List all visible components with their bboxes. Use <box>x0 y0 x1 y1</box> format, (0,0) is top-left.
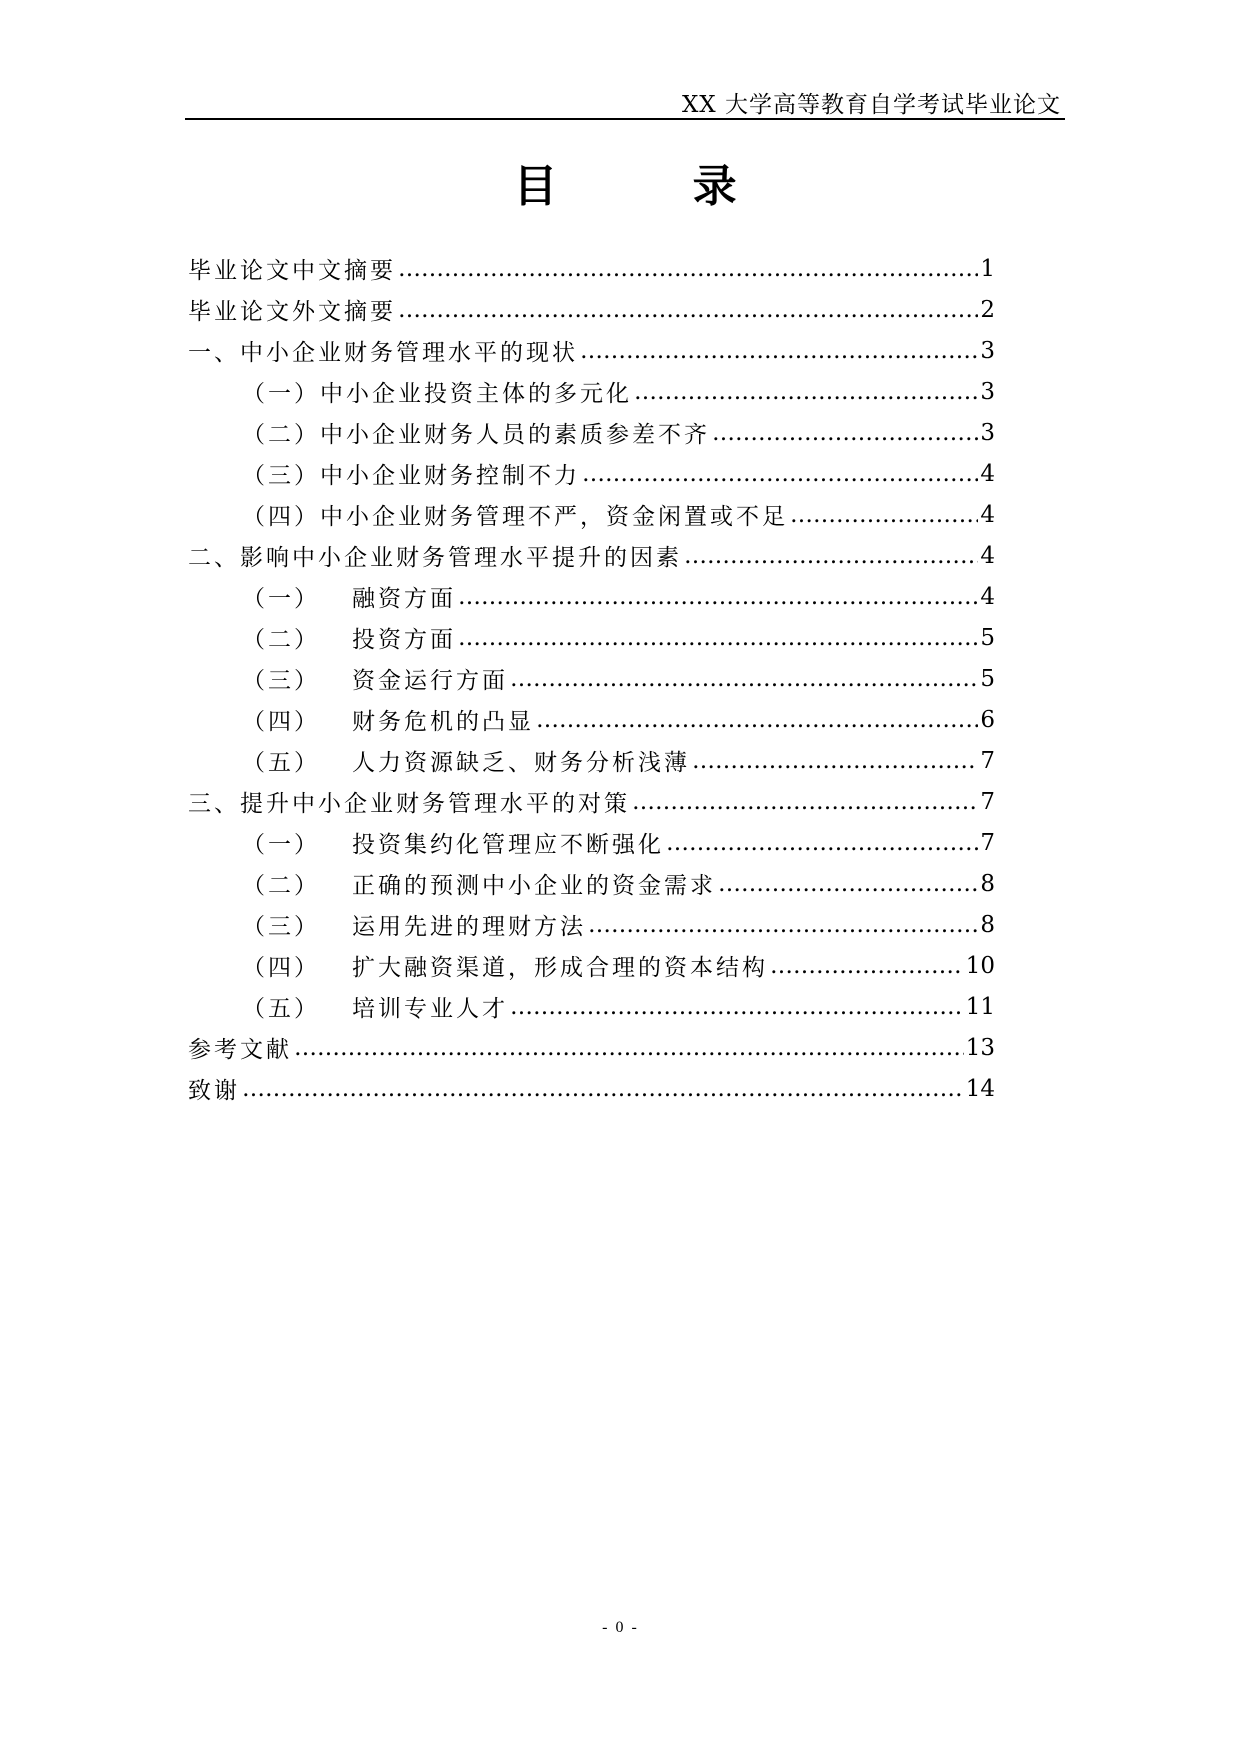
toc-entry-page: 3 <box>980 337 995 364</box>
dot-leader <box>582 461 978 487</box>
toc-entry-marker: （二） <box>242 627 320 653</box>
dot-leader <box>632 789 978 815</box>
toc-entry-title: 资金运行方面 <box>352 668 508 694</box>
toc-entry-page: 1 <box>980 255 995 282</box>
toc-entry-title: 融资方面 <box>352 586 456 612</box>
dot-leader <box>242 1076 964 1102</box>
dot-leader <box>790 502 978 528</box>
dot-leader <box>510 666 978 692</box>
toc-entry-marker: （五） <box>242 996 320 1022</box>
dot-leader <box>458 625 978 651</box>
toc-entry-page: 2 <box>980 296 995 323</box>
toc-entry-page: 8 <box>980 911 995 938</box>
toc-title: 目 录 <box>513 161 797 212</box>
dot-leader <box>294 1035 964 1061</box>
toc-entry[interactable] <box>188 248 995 289</box>
toc-entry-title: （三）中小企业财务控制不力 <box>242 463 580 489</box>
toc-entry-title: 投资方面 <box>352 627 456 653</box>
toc-entry-title: 致谢 <box>188 1078 240 1104</box>
header-rule <box>185 118 1065 120</box>
table-of-contents <box>188 248 995 1109</box>
toc-subentry[interactable] <box>188 863 995 904</box>
toc-entry-page: 4 <box>980 583 995 610</box>
toc-entry-page: 7 <box>980 829 995 856</box>
toc-entry-title: （一）中小企业投资主体的多元化 <box>242 381 632 407</box>
toc-entry-title: 培训专业人才 <box>352 996 508 1022</box>
toc-subentry[interactable] <box>188 576 995 617</box>
toc-entry-page: 10 <box>965 952 995 979</box>
toc-entry-marker: （五） <box>242 750 320 776</box>
running-header: XX 大学高等教育自学考试毕业论文 <box>681 92 1061 118</box>
toc-entry[interactable] <box>188 1027 995 1068</box>
toc-entry-page: 13 <box>965 1034 995 1061</box>
toc-entry-marker: （四） <box>242 709 320 735</box>
dot-leader <box>666 830 978 856</box>
toc-entry-marker: （三） <box>242 914 320 940</box>
toc-entry-page: 14 <box>965 1075 995 1102</box>
toc-entry-title: （四）中小企业财务管理不严，资金闲置或不足 <box>242 504 788 530</box>
toc-entry-page: 3 <box>980 378 995 405</box>
toc-entry-page: 4 <box>980 460 995 487</box>
dot-leader <box>580 338 978 364</box>
toc-entry-title: 三、提升中小企业财务管理水平的对策 <box>188 791 630 817</box>
toc-entry-title: 财务危机的凸显 <box>352 709 534 735</box>
dot-leader <box>458 584 978 610</box>
toc-subentry[interactable] <box>188 412 995 453</box>
toc-entry-marker: （一） <box>242 832 320 858</box>
dot-leader <box>770 953 964 979</box>
toc-subentry[interactable] <box>188 986 995 1027</box>
toc-entry-title: 运用先进的理财方法 <box>352 914 586 940</box>
toc-subentry[interactable] <box>188 945 995 986</box>
toc-entry[interactable] <box>188 289 995 330</box>
toc-entry-marker: （三） <box>242 668 320 694</box>
toc-entry-title: 毕业论文外文摘要 <box>188 299 396 325</box>
toc-entry-title: 二、影响中小企业财务管理水平提升的因素 <box>188 545 682 571</box>
toc-entry-page: 6 <box>980 706 995 733</box>
toc-subentry[interactable] <box>188 822 995 863</box>
toc-entry[interactable] <box>188 781 995 822</box>
dot-leader <box>510 994 964 1020</box>
toc-entry-page: 8 <box>980 870 995 897</box>
toc-subentry[interactable] <box>188 494 995 535</box>
toc-entry-title: 一、中小企业财务管理水平的现状 <box>188 340 578 366</box>
toc-entry-page: 5 <box>980 665 995 692</box>
dot-leader <box>634 379 978 405</box>
toc-entry[interactable] <box>188 330 995 371</box>
toc-entry-title: 人力资源缺乏、财务分析浅薄 <box>352 750 690 776</box>
page-number: - 0 - <box>602 1619 639 1636</box>
toc-entry-title: （二）中小企业财务人员的素质参差不齐 <box>242 422 710 448</box>
toc-subentry[interactable] <box>188 371 995 412</box>
dot-leader <box>398 256 978 282</box>
toc-subentry[interactable] <box>188 699 995 740</box>
toc-entry-page: 5 <box>980 624 995 651</box>
toc-entry-page: 4 <box>980 501 995 528</box>
dot-leader <box>588 912 978 938</box>
dot-leader <box>712 420 978 446</box>
toc-entry[interactable] <box>188 535 995 576</box>
toc-entry-marker: （四） <box>242 955 320 981</box>
dot-leader <box>718 871 978 897</box>
toc-entry[interactable] <box>188 1068 995 1109</box>
dot-leader <box>536 707 978 733</box>
toc-entry-page: 7 <box>980 788 995 815</box>
toc-entry-page: 3 <box>980 419 995 446</box>
toc-subentry[interactable] <box>188 453 995 494</box>
toc-entry-page: 7 <box>980 747 995 774</box>
dot-leader <box>692 748 978 774</box>
toc-entry-page: 4 <box>980 542 995 569</box>
toc-entry-marker: （一） <box>242 586 320 612</box>
toc-entry-title: 参考文献 <box>188 1037 292 1063</box>
dot-leader <box>684 543 978 569</box>
toc-subentry[interactable] <box>188 740 995 781</box>
toc-entry-title: 投资集约化管理应不断强化 <box>352 832 664 858</box>
toc-subentry[interactable] <box>188 658 995 699</box>
toc-subentry[interactable] <box>188 904 995 945</box>
toc-entry-title: 扩大融资渠道，形成合理的资本结构 <box>352 955 768 981</box>
toc-entry-page: 11 <box>965 993 995 1020</box>
toc-subentry[interactable] <box>188 617 995 658</box>
toc-entry-marker: （二） <box>242 873 320 899</box>
toc-entry-title: 正确的预测中小企业的资金需求 <box>352 873 716 899</box>
toc-entry-title: 毕业论文中文摘要 <box>188 258 396 284</box>
dot-leader <box>398 297 978 323</box>
